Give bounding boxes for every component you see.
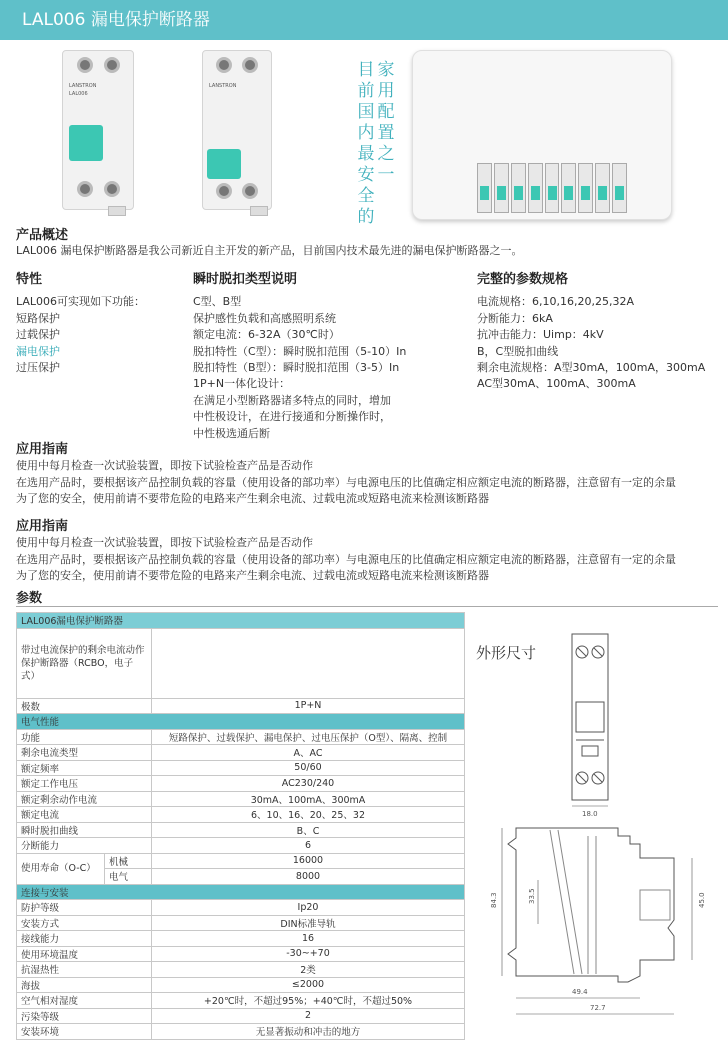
spec-value: 短路保护、过载保护、漏电保护、过电压保护（O型）、隔离、控制 [152,729,465,745]
spec-key: 额定工作电压 [17,776,152,792]
table-title-row [17,613,465,629]
table-row [17,900,465,916]
spec-value: 30mA、100mA、300mA [152,791,465,807]
table-row [17,776,465,792]
spec-key: 瞬时脱扣曲线 [17,822,152,838]
features-column [16,272,186,376]
breaker-model-label: LAL006 [69,91,88,97]
spec-key: 接线能力 [17,931,152,947]
trip-column [193,272,463,442]
life-label: 使用寿命（O-C） [17,853,105,884]
spec-key: 空气相对湿度 [17,993,152,1009]
dim-width: 18.0 [582,810,598,818]
spec-value: 2类 [152,962,465,978]
spec-value: 6、10、16、20、25、32 [152,807,465,823]
guide-line: 使用中每月检查一次试验装置，即按下试验检查产品是否动作 [16,459,313,472]
spec-value: DIN标准导轨 [152,915,465,931]
guide-line: 为了您的安全，使用前请不要带危险的电路来产生剩余电流、过载电流或短路电流来检测该断路器 [16,569,489,582]
table-row [17,822,465,838]
spec-key: 额定电流 [17,807,152,823]
guide-line: 使用中每月检查一次试验装置，即按下试验检查产品是否动作 [16,536,313,549]
guide-line: 为了您的安全，使用前请不要带危险的电路来产生剩余电流、过载电流或短路电流来检测该断路器 [16,492,489,505]
spec-key: 额定剩余动作电流 [17,791,152,807]
table-row [17,698,465,714]
spec-key: 剩余电流类型 [17,745,152,761]
spec-value: Ip20 [152,900,465,916]
dim-depth-short: 49.4 [572,988,588,996]
spec-value: AC230/240 [152,776,465,792]
overview-text: LAL006 漏电保护断路器是我公司新近自主开发的新产品，目前国内技术最先进的漏电保护断路器之一。 [16,244,523,257]
table-row [17,1024,465,1040]
table-row [17,946,465,962]
spec-heading: 参数 [16,591,43,606]
spec-value: 6 [152,838,465,854]
spec-value: ≤2000 [152,977,465,993]
din-clip [108,206,126,216]
table-row [17,628,465,698]
table-row [17,745,465,761]
params-item: 剩余电流规格：A型30mA，100mA，300mA [477,361,706,375]
drawing-title: 外形尺寸 [476,644,537,662]
terminal-screws-top [211,57,263,77]
terminal-screws-bottom [211,183,263,203]
spec-subkey: 机械 [105,853,152,869]
spec-key: 使用环境温度 [17,946,152,962]
side-view-drawing [478,820,723,1030]
slogan-left: 目前国内最安全的 [357,60,375,227]
dim-right: 45.0 [698,892,706,908]
dim-height-total: 84.3 [490,892,498,908]
terminal-screws-top [71,57,125,77]
breaker-badge: LANSTRON [69,83,97,89]
table-row [17,977,465,993]
distribution-box-image [412,50,672,220]
trip-item: 保护感性负载和高感照明系统 [193,311,336,325]
breaker-image-angle [202,50,272,210]
din-clip [250,206,268,216]
features-item: 过载保护 [16,328,60,342]
breaker-rail [477,163,627,213]
trip-item: 1P+N一体化设计： [193,377,291,391]
spec-value: 1P+N [152,698,465,714]
page-header [0,0,728,40]
spec-table [16,612,465,1040]
features-item: 短路保护 [16,311,60,325]
spec-subkey: 电气 [105,869,152,885]
breaker-handle [207,149,241,179]
spec-value: 50/60 [152,760,465,776]
trip-item: 中性极选通后断 [193,426,270,440]
breaker-image-front [62,50,134,210]
table-title: LAL006漏电保护断路器 [17,613,465,629]
overview-heading: 产品概述 [16,228,69,243]
spec-value: 16 [152,931,465,947]
spec-key: 额定频率 [17,760,152,776]
table-row [17,931,465,947]
spec-value: 2 [152,1008,465,1024]
table-row [17,807,465,823]
trip-item: 脱扣特性（C型）：瞬时脱扣范围（5-10）In [193,344,407,358]
spec-value: +20℃时，不超过95%；+40℃时，不超过50% [152,993,465,1009]
spec-key: 安装方式 [17,915,152,931]
spec-value: 无显著振动和冲击的地方 [152,1024,465,1040]
spec-value: A、AC [152,745,465,761]
trip-item: 脱扣特性（B型）：瞬时脱扣范围（3-5）In [193,361,400,375]
spec-value: 8000 [152,869,465,885]
table-row [17,791,465,807]
spec-key: 抗湿热性 [17,962,152,978]
trip-item: 在满足小型断路器诸多特点的同时，增加 [193,393,391,407]
features-heading: 特性 [16,272,43,287]
spec-key: 功能 [17,729,152,745]
band-label: 电气性能 [17,714,465,730]
params-item: B，C型脱扣曲线 [477,344,559,358]
spec-key: 防护等级 [17,900,152,916]
spec-key: 极数 [17,698,152,714]
params-item: 抗冲击能力：Uimp：4kV [477,328,604,342]
trip-heading: 瞬时脱扣类型说明 [193,272,298,287]
title-rule [16,606,718,607]
params-item: 分断能力：6kA [477,311,553,325]
band-row [17,884,465,900]
table-row [17,1008,465,1024]
breaker-handle [69,125,103,161]
params-item: AC型30mA、100mA、300mA [477,377,636,391]
trip-item: 额定电流：6-32A（30℃时） [193,328,340,342]
table-row [17,915,465,931]
type-label: 带过电流保护的剩余电流动作保护断路器（RCBO，电子式） [17,628,152,698]
dim-middle: 33.5 [528,888,536,904]
band-label: 连接与安装 [17,884,465,900]
page-title: LAL006 漏电保护断路器 [22,10,210,30]
spec-key: 分断能力 [17,838,152,854]
breaker-badge: LANSTRON [209,83,237,89]
spec-key: 安装环境 [17,1024,152,1040]
spec-value: 16000 [152,853,465,869]
guide-line: 在选用产品时，要根据该产品控制负载的容量（使用设备的部功率）与电源电压的比值确定相应额定电流的断路器，注意留有一定的余量 [16,553,676,566]
features-item: LAL006可实现如下功能： [16,295,146,309]
spec-key: 海拔 [17,977,152,993]
table-row [17,729,465,745]
table-row [17,962,465,978]
terminal-screws-bottom [71,181,125,201]
table-row [17,853,465,869]
trip-item: 中性极设计，在进行接通和分断操作时， [193,410,391,424]
spec-value: -30~+70 [152,946,465,962]
guide-heading: 应用指南 [16,519,69,534]
params-item: 电流规格：6,10,16,20,25,32A [477,295,634,309]
trip-item: C型、B型 [193,295,242,309]
guide-heading: 应用指南 [16,442,69,457]
features-item-highlight: 漏电保护 [16,344,60,358]
params-heading: 完整的参数规格 [477,272,569,287]
table-row [17,993,465,1009]
band-row [17,714,465,730]
params-column [477,272,722,393]
guide-line: 在选用产品时，要根据该产品控制负载的容量（使用设备的部功率）与电源电压的比值确定相应额定电流的断路器，注意留有一定的余量 [16,476,676,489]
table-row [17,838,465,854]
spec-value: B、C [152,822,465,838]
front-view-drawing [560,630,620,820]
slogan-right: 家用配置之一 [377,60,395,185]
spec-key: 污染等级 [17,1008,152,1024]
table-row [17,760,465,776]
features-item: 过压保护 [16,361,60,375]
dim-depth-total: 72.7 [590,1004,606,1012]
